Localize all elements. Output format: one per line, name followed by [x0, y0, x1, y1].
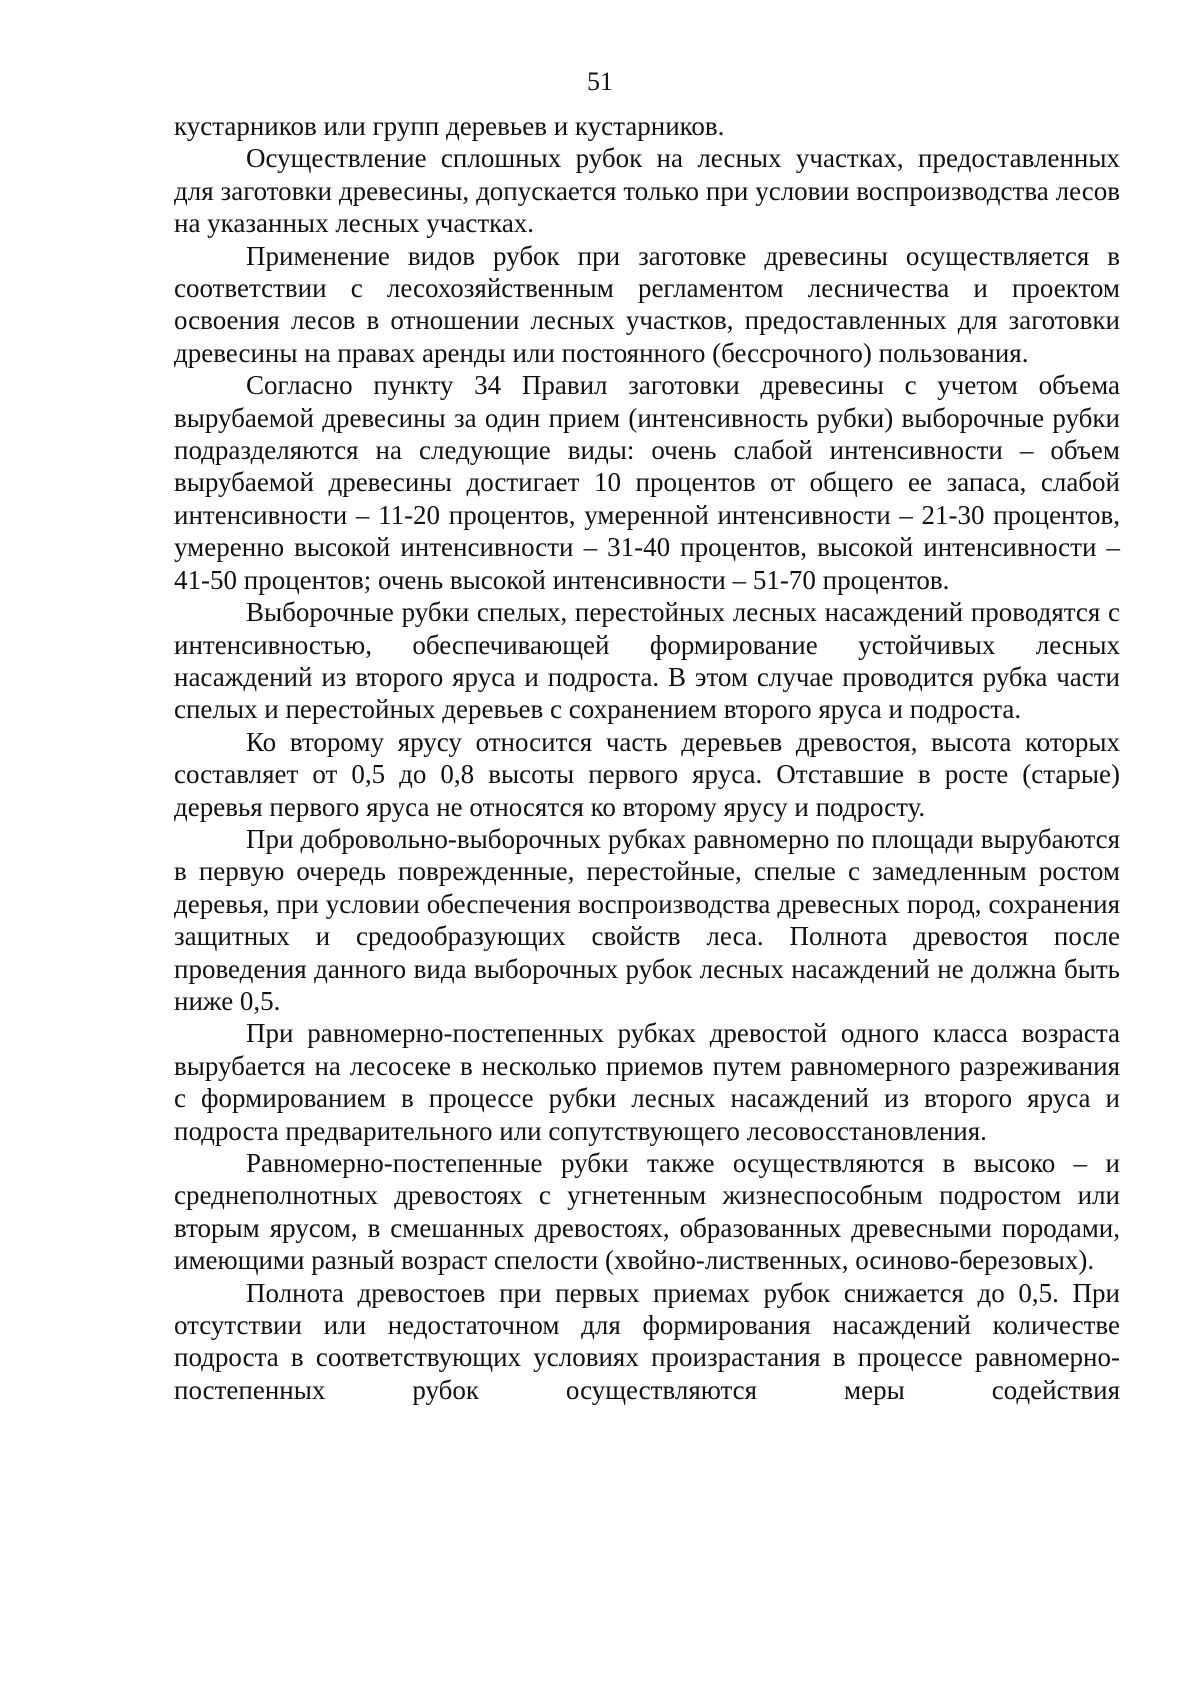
- paragraph: Ко второму ярусу относится часть деревьев древостоя, высота которых составляет от 0,5 до 0,8 высоты первого яруса. Отставшие в росте (старые) деревья первого яруса не относятся ко второму ярусу и подросту.: [174, 726, 1120, 822]
- body-text: [174, 110, 1120, 1406]
- paragraph: При равномерно-постепенных рубках древостой одного класса возраста вырубается на лесосеке в несколько приемов путем равномерного разреживания с формированием в процессе рубки лесных насаждений из второго яруса и подроста предварительного или сопутствующего лесовосстановления.: [174, 1018, 1120, 1146]
- page-number: 51: [587, 67, 613, 96]
- paragraph: Равномерно-постепенные рубки также осуществляются в высоко – и среднеполнотных древостоях с угнетенным жизнеспособным подростом или вторым ярусом, в смешанных древостоях, образованных древесными породами, имеющими разный возраст спелости (хвойно-лиственных, осиново-березовых).: [174, 1148, 1120, 1276]
- paragraph-continuation: кустарников или групп деревьев и кустарников.: [174, 111, 725, 141]
- paragraph: Выборочные рубки спелых, перестойных лесных насаждений проводятся с интенсивностью, обеспечивающей формирование устойчивых лесных насаждений из второго яруса и подроста. В этом случае проводится рубка части спелых и перестойных деревьев с сохранением второго яруса и подроста.: [174, 597, 1120, 725]
- paragraph: Применение видов рубок при заготовке древесины осуществляется в соответствии с лесохозяйственным регламентом лесничества и проектом освоения лесов в отношении лесных участков, предоставленных для заготовки древесины на правах аренды или постоянного (бессрочного) пользования.: [174, 240, 1120, 368]
- paragraph-continues-next-page: Полнота древостоев при первых приемах рубок снижается до 0,5. При отсутствии или недостаточном для формирования насаждений количестве подроста в соответствующих условиях произрастания в процессе равномерно-постепенных рубок осуществляются меры содействия: [174, 1277, 1120, 1405]
- paragraph: Согласно пункту 34 Правил заготовки древесины с учетом объема вырубаемой древесины за один прием (интенсивность рубки) выборочные рубки подразделяются на следующие виды: очень слабой интенсивности – объем вырубаемой древесины достигает 10 процентов от общего ее запаса, слабой интенсивности – 11-20 процентов, умеренной интенсивности – 21-30 процентов, умеренно высокой интенсивности – 31-40 процентов, высокой интенсивности – 41-50 процентов; очень высокой интенсивности – 51-70 процентов.: [174, 370, 1120, 595]
- paragraph: При добровольно-выборочных рубках равномерно по площади вырубаются в первую очередь поврежденные, перестойные, спелые с замедленным ростом деревья, при условии обеспечения воспроизводства древесных пород, сохранения защитных и средообразующих свойств леса. Полнота древостоя после проведения данного вида выборочных рубок лесных насаждений не должна быть ниже 0,5.: [174, 823, 1120, 1016]
- paragraph: Осуществление сплошных рубок на лесных участках, предоставленных для заготовки древесины, допускается только при условии воспроизводства лесов на указанных лесных участках.: [174, 143, 1120, 239]
